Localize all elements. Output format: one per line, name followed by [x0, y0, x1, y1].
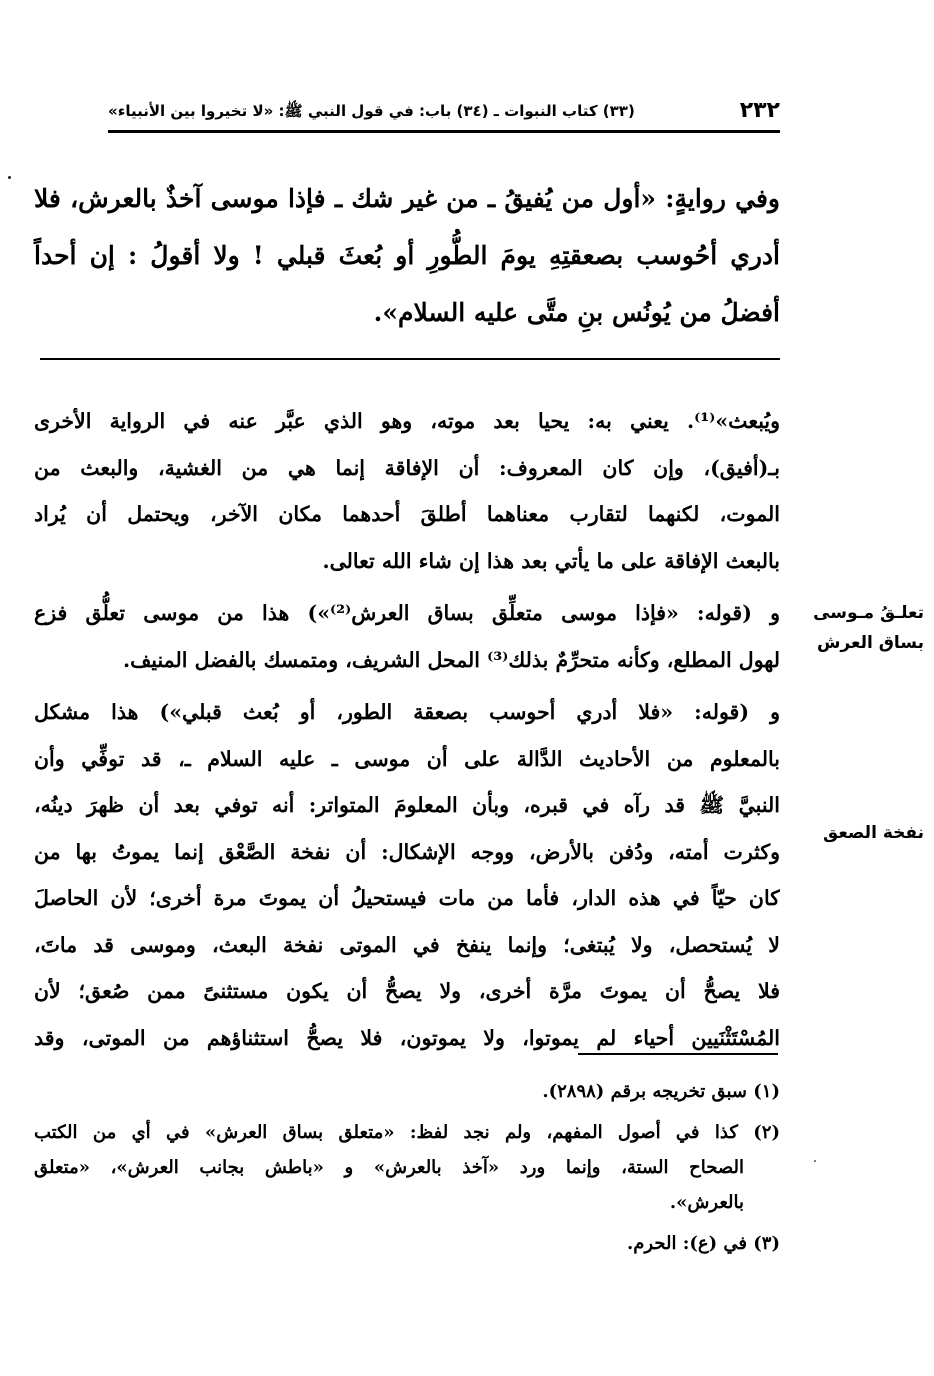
footnote-line: (٣) في (ع): الحرم. [627, 1233, 780, 1254]
commentary-line: المُسْتَثْنَيين أحياء لم يموتوا، ولا يموتون، فلا يصحُّ استثناؤهم من الموتى، وقد [34, 1025, 780, 1050]
commentary-line: الموت، لكنهما لتقارب معناهما أطلقَ أحدهما مكان الآخر، ويحتمل أن يُراد [34, 502, 780, 526]
hadith-text [34, 170, 780, 341]
footnote-2 [34, 1115, 780, 1220]
commentary-line: كان حيّاً في هذه الدار، فأما من مات فيستحيلُ أن يموتَ مرة أخرى؛ لأن الحاصلَ [34, 886, 780, 910]
margin-note-line: تعلـقُ مـوسى [813, 603, 924, 623]
scan-speck [814, 1160, 816, 1162]
footnote-line: (١) سبق تخريجه برقم (٢٨٩٨). [542, 1081, 780, 1102]
commentary-line: بالمعلوم من الأحاديث الدَّالة على أن موسى ـ عليه السلام ـ، قد توفِّي وأن [34, 746, 780, 771]
commentary-line: لهول المطلع، وكأنه متحرِّمٌ بذلك⁽³⁾ المحل الشريف، ومتمسك بالفضل المنيف. [122, 647, 780, 672]
margin-note-line: بساق العرش [816, 633, 924, 653]
margin-note-musa-holding-throne [812, 598, 924, 658]
margin-note-line: نفخة الصعق [823, 823, 924, 843]
footnote-line: بالعرش». [669, 1192, 744, 1213]
hadith-line-2: أدري أحُوسب بصعقتِهِ يومَ الطُّورِ أو بُعثَ قبلي ! ولا أقولُ : إن أحداً [34, 241, 780, 270]
footnotes [34, 1074, 780, 1267]
running-title: (٣٣) كتاب النبوات ـ (٣٤) باب: في قول النبي ﷺ: «لا تخيروا بين الأنبياء» [108, 102, 635, 120]
hadith-line-3: أفضلُ من يُونُس بنِ متَّى عليه السلام». [373, 298, 780, 327]
commentary-line: و (قوله: «فإذا موسى متعلِّق بساق العرش⁽²⁾») هذا من موسى تعلُّق فزع [34, 601, 780, 625]
margin-note-blast-of-swoon [812, 818, 924, 848]
commentary-paragraph-1 [34, 398, 780, 584]
commentary-line: النبيَّ ﷺ قد رآه في قبره، وبأن المعلومَ المتواتر: أنه توفي بعد أن ظهرَ دينُه، [34, 793, 780, 817]
hadith-line-1: وفي روايةٍ: «أول من يُفيقُ ـ من غير شك ـ فإذا موسى آخذٌ بالعرش، فلا [34, 184, 780, 213]
scan-speck [8, 176, 11, 179]
commentary-line: فلا يصحُّ أن يموتَ مرَّة أخرى، ولا يصحُّ أن يكون مستثنىً ممن صُعق؛ لأن [34, 979, 780, 1003]
footnote-3 [34, 1226, 780, 1261]
page-number: ٢٣٢ [739, 98, 780, 123]
commentary-line: بالبعث الإفاقة على ما يأتي بعد هذا إن شاء الله تعالى. [322, 548, 780, 573]
commentary-line: و (قوله: «فلا أدري أحوسب بصعقة الطور، أو بُعث قبلي») هذا مشكل [34, 700, 780, 724]
commentary-line: لا يُستحصل، ولا يُبتغى؛ وإنما ينفخ في الموتى نفخة البعث، وموسى قد ماتَ، [34, 932, 780, 957]
section-divider [40, 358, 780, 360]
commentary-text [34, 398, 780, 1067]
hadith-line [34, 170, 780, 341]
commentary-paragraph-2 [34, 590, 780, 683]
page-header [108, 96, 780, 133]
commentary-paragraph-3 [34, 689, 780, 1061]
footnote-line: الصحاح الستة، وإنما ورد «آخذ بالعرش» و «باطش بجانب العرش»، «متعلق [34, 1157, 744, 1178]
commentary-line: وكثرت أمته، ودُفن بالأرض، ووجه الإشكال: أن نفخة الصَّعْق إنما يموتُ بها من [34, 839, 780, 864]
commentary-line: بـ(أفيق)، وإن كان المعروف: أن الإفاقة إنما هي من الغشية، والبعث من [34, 455, 780, 480]
commentary-line: ويُبعث»⁽¹⁾. يعني به: يحيا بعد موته، وهو الذي عبَّر عنه في الرواية الأخرى [34, 409, 780, 433]
footnote-line: (٢) كذا في أصول المفهم، ولم نجد لفظ: «متعلق بساق العرش» في أي من الكتب [34, 1122, 780, 1143]
footnote-1 [34, 1074, 780, 1109]
footnote-divider [578, 1053, 778, 1055]
